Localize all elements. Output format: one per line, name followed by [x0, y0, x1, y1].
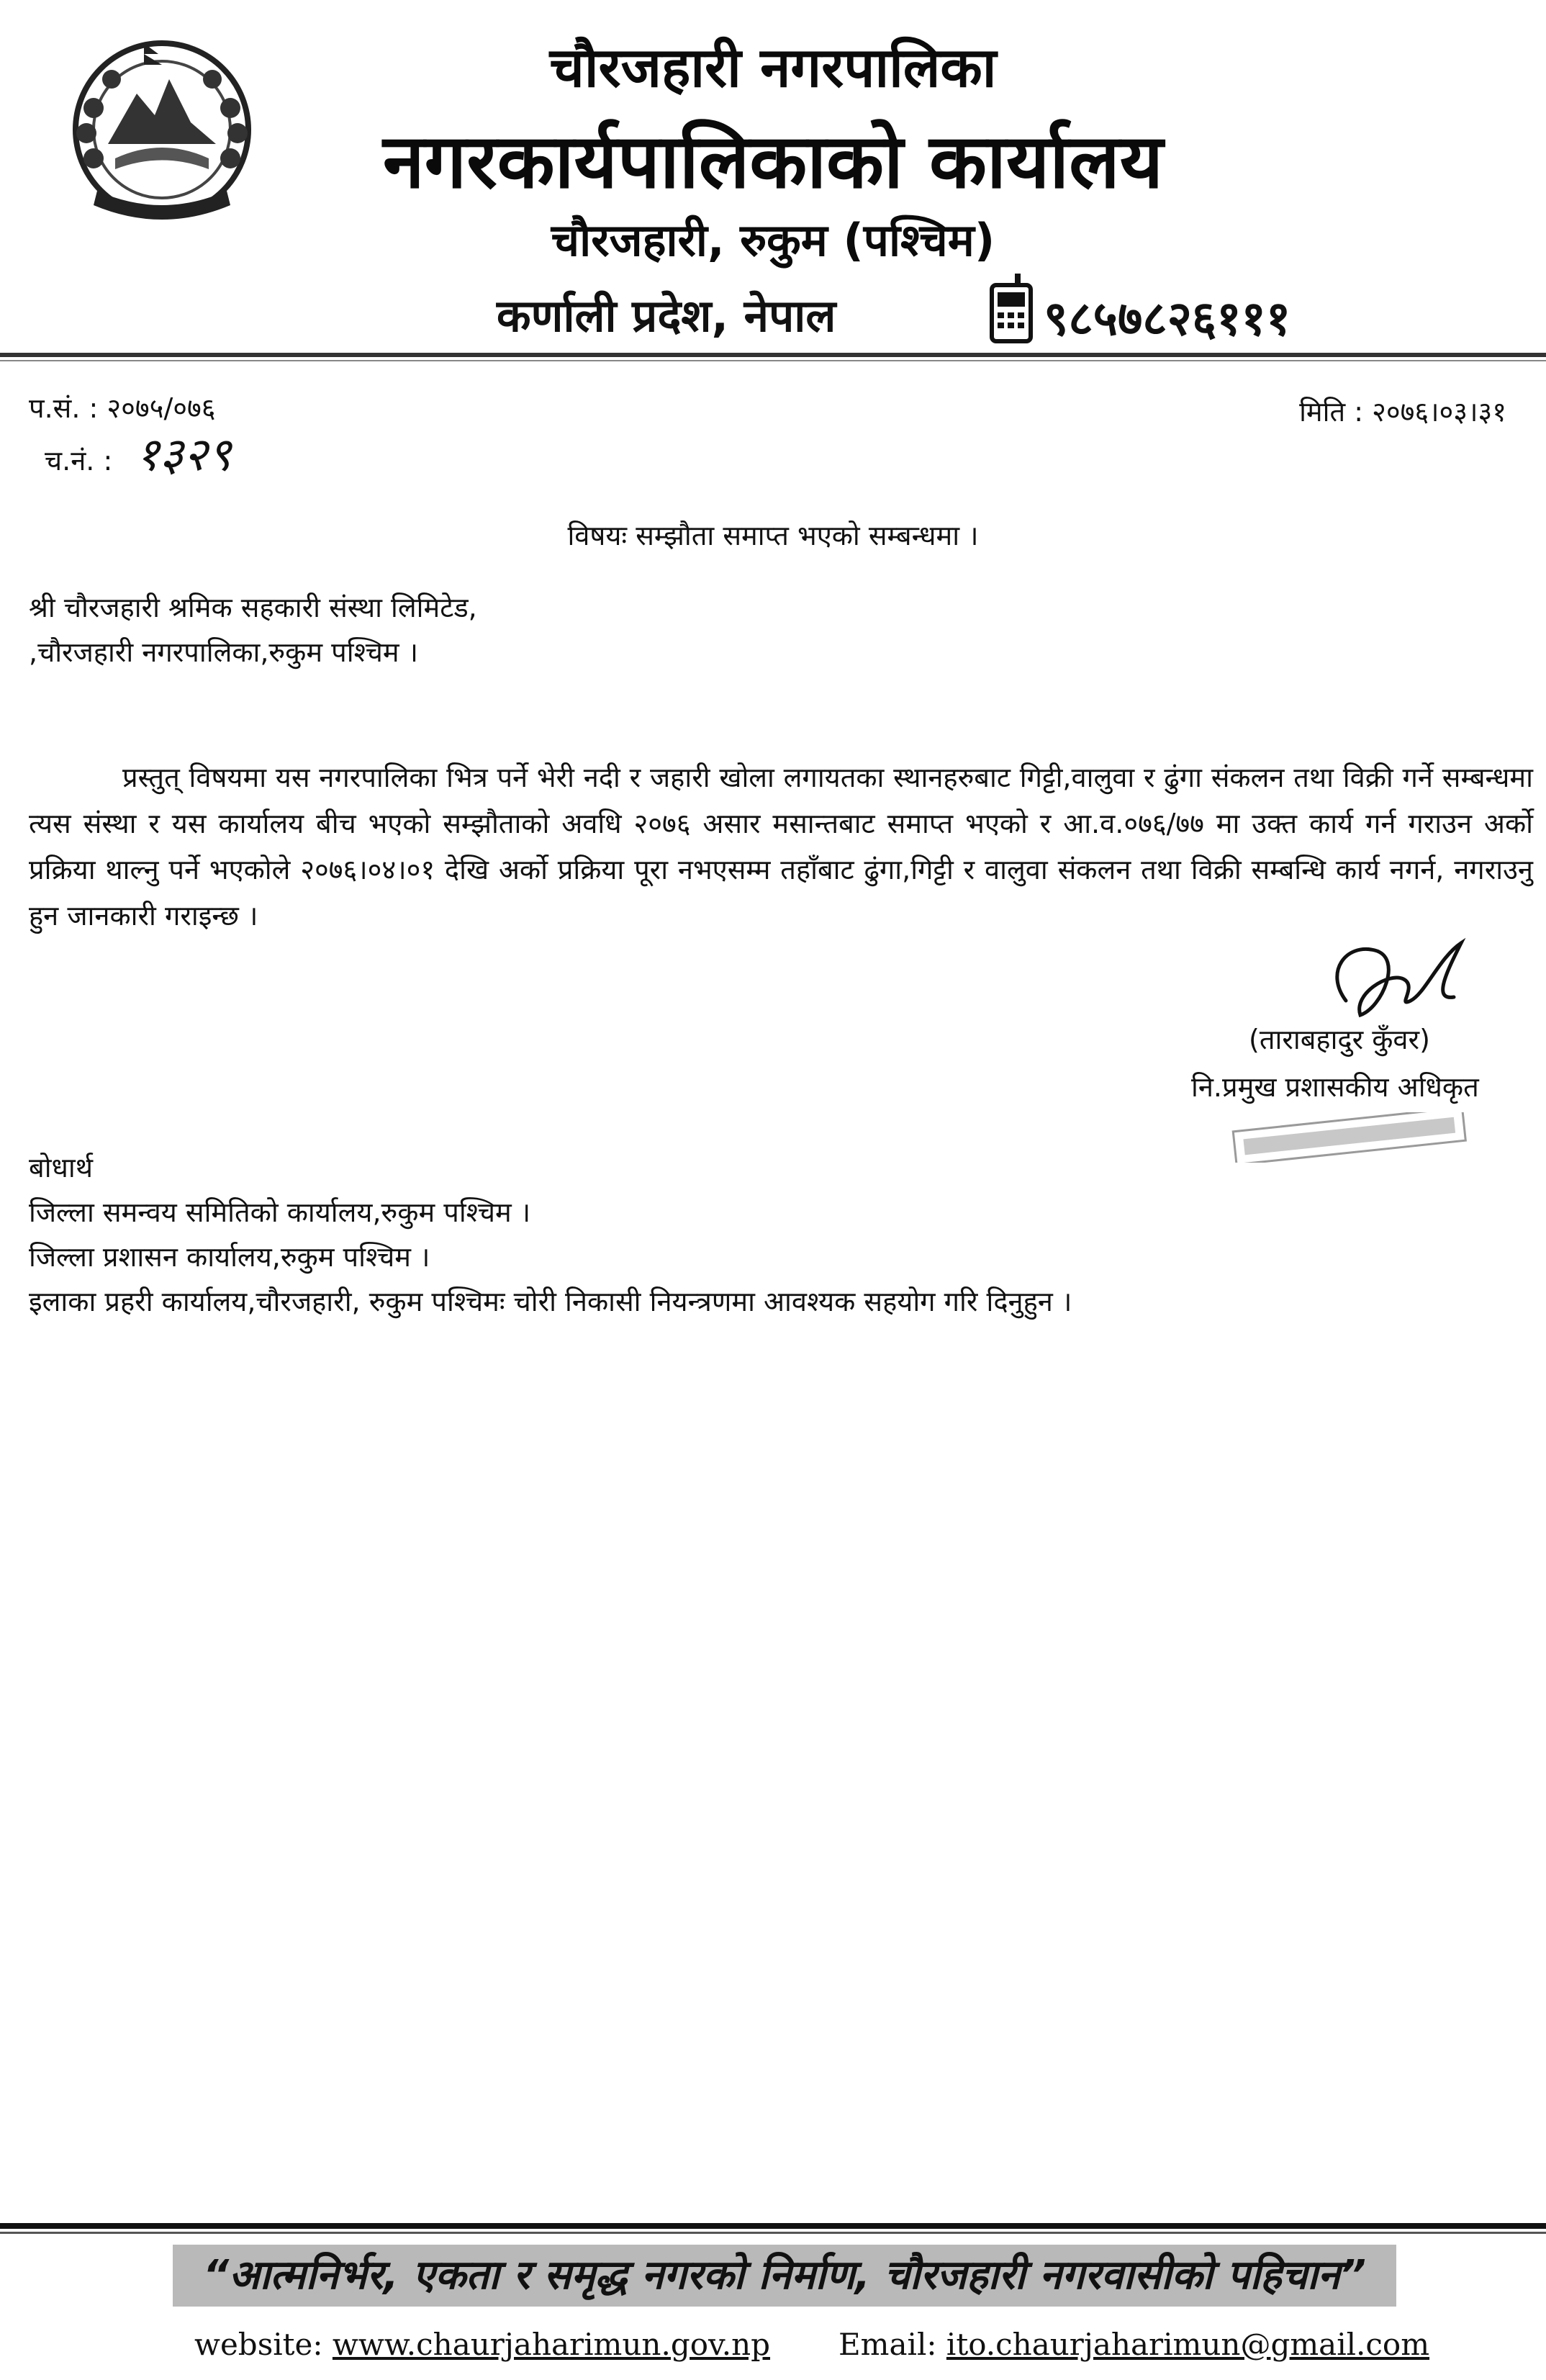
- office-address: चौरजहारी, रुकुम (पश्चिम): [551, 214, 995, 266]
- cc-item: जिल्ला समन्वय समितिको कार्यालय,रुकुम पश्चिम ।: [29, 1196, 531, 1228]
- handwritten-signature: [1317, 929, 1483, 1029]
- header-rule-thin: [0, 360, 1546, 361]
- signatory-name: (ताराबहादुर कुँवर): [1249, 1024, 1430, 1055]
- municipality-name: चौरजहारी नगरपालिका: [549, 35, 997, 99]
- cc-heading: बोधार्थ: [29, 1152, 94, 1184]
- letter-date: मिति : २०७६।०३।३१: [1299, 396, 1506, 428]
- email-line: Email: ito.chaurjaharimun@gmail.com: [838, 2327, 1430, 2362]
- cc-item: जिल्ला प्रशासन कार्यालय,रुकुम पश्चिम ।: [29, 1241, 430, 1273]
- website-line: website: www.chaurjaharimun.gov.np: [194, 2327, 771, 2362]
- subject-line: विषयः सम्झौता समाप्त भएको सम्बन्धमा ।: [567, 520, 979, 551]
- email-link[interactable]: ito.chaurjaharimun@gmail.com: [946, 2327, 1430, 2362]
- recipient-line-1: श्री चौरजहारी श्रमिक सहकारी संस्था लिमिटेड,: [29, 592, 477, 623]
- ps-number: प.सं. : २०७५/०७६: [29, 392, 216, 424]
- official-stamp-icon: [1231, 1112, 1468, 1163]
- mobile-phone-icon: [986, 272, 1036, 344]
- cc-item: इलाका प्रहरी कार्यालय,चौरजहारी, रुकुम पश्चिमः चोरी निकासी नियन्त्रणमा आवश्यक सहयोग गरि दिनुहुन ।: [29, 1286, 1072, 1317]
- footer-slogan: “आत्मनिर्भर, एकता र समृद्ध नगरको निर्माण, चौरजहारी नगरवासीको पहिचान”: [173, 2245, 1396, 2307]
- header-rule: [0, 353, 1546, 357]
- province: कर्णाली प्रदेश, नेपाल: [497, 289, 836, 342]
- phone-number: ९८५७८२६१११: [1044, 291, 1291, 346]
- cn-number: च.नं. : १३२९: [45, 428, 232, 482]
- body-paragraph: प्रस्तुत् विषयमा यस नगरपालिका भित्र पर्ने भेरी नदी र जहारी खोला लगायतका स्थानहरुबाट गिट्टी,वालुवा र ढुंगा संकलन तथा विक्री गर्ने सम्बन्धमा त्यस संस्था र यस कार्यालय बीच भएको सम्झौताको अवधि २०७६ असार मसान्तबाट समाप्त भएको र आ.व.०७६/७७ मा उक्त कार्य गर्न गराउन अर्को प्रक्रिया थाल्नु पर्ने भएकोले २०७६।०४।०१ देखि अर्को प्रक्रिया पूरा नभएसम्म तहाँबाट ढुंगा,गिट्टी र वालुवा संकलन तथा विक्री सम्बन्धि कार्य नगर्न, नगराउनु हुन जानकारी गराइन्छ ।: [29, 762, 1533, 932]
- signatory-designation: नि.प्रमुख प्रशासकीय अधिकृत: [1191, 1071, 1479, 1103]
- office-name: नगरकार्यपालिकाको कार्यालय: [382, 117, 1164, 205]
- recipient-line-2: ,चौरजहारी नगरपालिका,रुकुम पश्चिम ।: [29, 636, 419, 668]
- footer-rule: [0, 2223, 1546, 2229]
- footer-rule-thin: [0, 2232, 1546, 2234]
- website-link[interactable]: www.chaurjaharimun.gov.np: [332, 2327, 771, 2362]
